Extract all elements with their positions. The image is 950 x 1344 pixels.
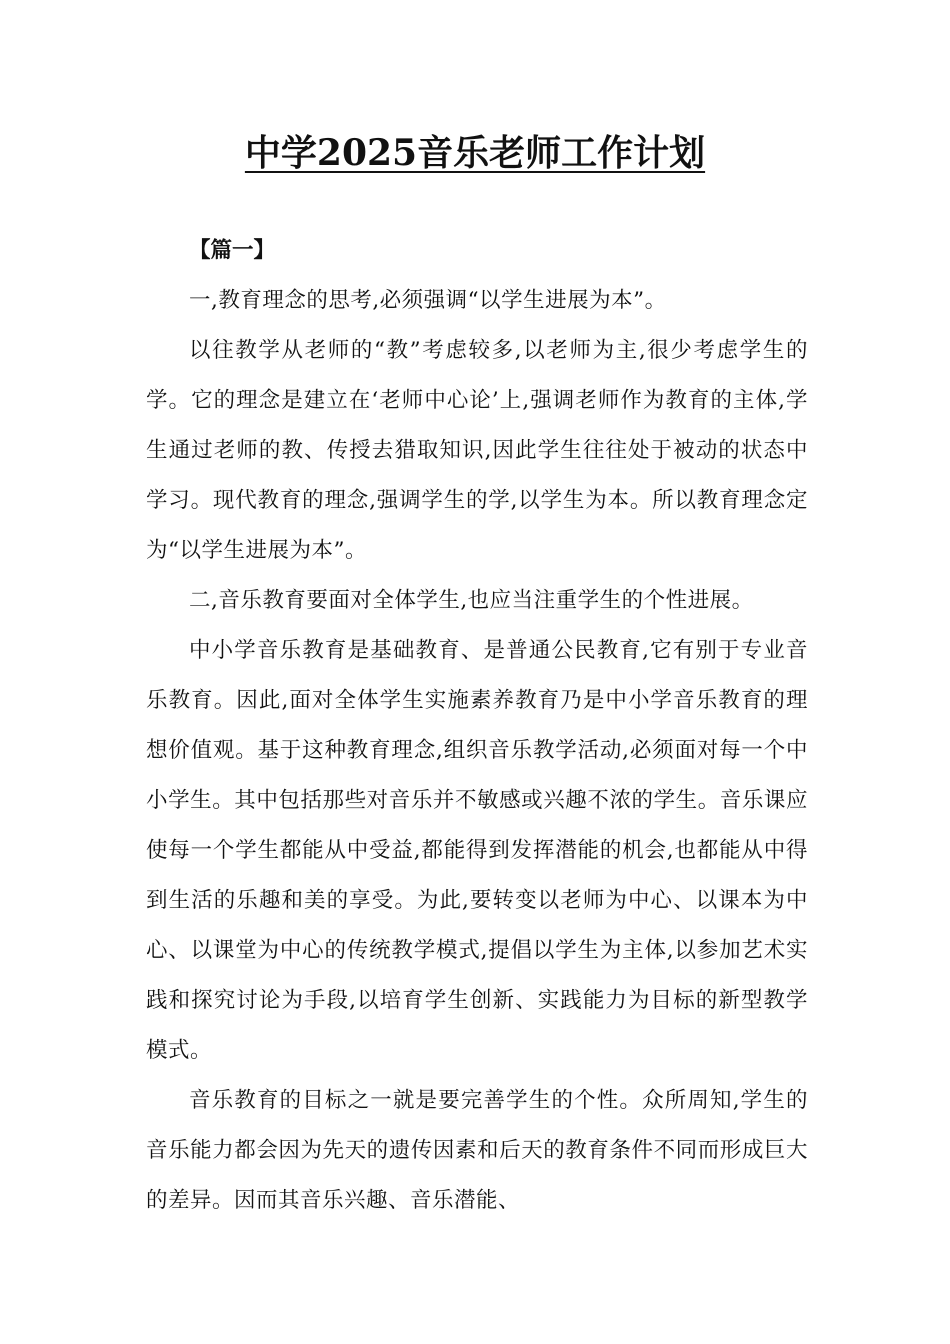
document-title [0, 128, 950, 178]
section-label: 【篇一】 [189, 238, 276, 263]
paragraph-1: 一,教育理念的思考,必须强调“以学生进展为本”。 [189, 288, 667, 313]
paragraph-5: 音乐教育的目标之一就是要完善学生的个性。众所周知,学生的音乐能力都会因为先天的遗传因素和后天的教育条件不同而形成巨大的差异。因而其音乐兴趣、音乐潜能、 [146, 1088, 808, 1213]
paragraph-4: 中小学音乐教育是基础教育、是普通公民教育,它有别于专业音乐教育。因此,面对全体学生实施素养教育乃是中小学音乐教育的理想价值观。基于这种教育理念,组织音乐教学活动,必须面对每一个中小学生。其中包括那些对音乐并不敏感或兴趣不浓的学生。音乐课应使每一个学生都能从中受益,都能得到发挥潜能的机会,也都能从中得到生活的乐趣和美的享受。为此,要转变以老师为中心、以课本为中心、以课堂为中心的传统教学模式,提倡以学生为主体,以参加艺术实践和探究讨论为手段,以培育学生创新、实践能力为目标的新型教学模式。 [146, 638, 808, 1063]
paragraph-2: 以往教学从老师的“教”考虑较多,以老师为主,很少考虑学生的学。它的理念是建立在‘老师中心论’上,强调老师作为教育的主体,学生通过老师的教、传授去猎取知识,因此学生往往处于被动的状态中学习。现代教育的理念,强调学生的学,以学生为本。所以教育理念定为“以学生进展为本”。 [146, 338, 808, 563]
document-title-text: 中学2025音乐老师工作计划 [244, 132, 706, 174]
document-body [146, 226, 808, 1226]
paragraph-3: 二,音乐教育要面对全体学生,也应当注重学生的个性进展。 [189, 588, 754, 613]
